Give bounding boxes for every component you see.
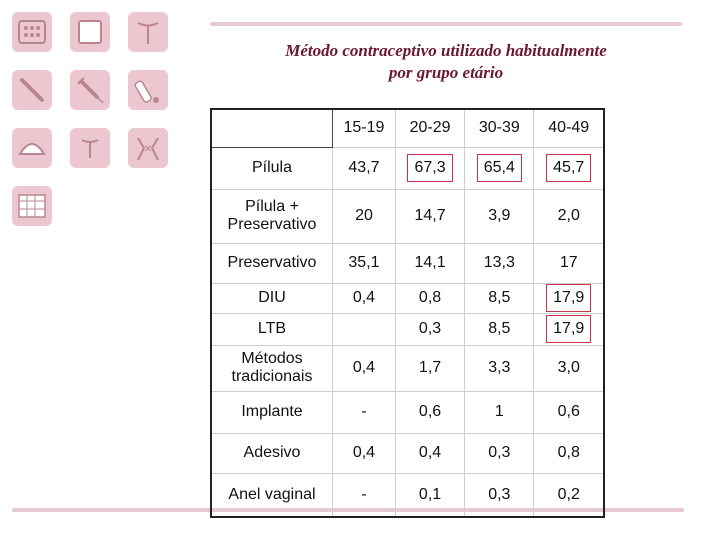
table-cell: - [333,473,396,517]
table-row [211,391,604,433]
table-cell: 3,0 [534,345,604,391]
svg-text:✕: ✕ [143,144,153,155]
table-cell: 3,9 [465,189,534,243]
pill-pack-icon [12,12,52,52]
row-label: Preservativo [211,243,333,283]
vaginal-ring-applicator-icon [128,70,168,110]
table-cell: 8,5 [465,313,534,345]
row-label: Implante [211,391,333,433]
iud-small-icon [70,128,110,168]
table-cell: 14,7 [395,189,464,243]
table-cell: 0,4 [333,433,396,473]
table-cell: 0,3 [465,473,534,517]
row-label-line-2: Preservativo [227,216,317,233]
table-cell [534,147,604,189]
highlighted-value: 45,7 [546,154,591,182]
row-label: Adesivo [211,433,333,473]
table-row [211,433,604,473]
table-row [211,345,604,391]
table-cell: 0,2 [534,473,604,517]
row-label-line-2: tradicionais [231,368,313,385]
table-cell: 35,1 [333,243,396,283]
row-label: Pílula [211,147,333,189]
table-cell: 0,4 [395,433,464,473]
table-cell: 14,1 [395,243,464,283]
table-cell: 3,3 [465,345,534,391]
table-corner-cell [211,109,333,147]
row-label-line-1: Pílula + [245,198,299,215]
table-cell: 0,8 [395,283,464,313]
row-label [211,345,333,391]
table-cell: 13,3 [465,243,534,283]
table-row [211,283,604,313]
injection-syringe-icon [70,70,110,110]
highlighted-value: 17,9 [546,284,591,312]
table-cell: 0,4 [333,283,396,313]
table-row [211,313,604,345]
table-cell: 0,6 [534,391,604,433]
table-cell: 0,4 [333,345,396,391]
title-line-2: por grupo etário [388,63,504,82]
highlighted-value: 65,4 [477,154,522,182]
slide-title [210,40,682,84]
table-cell: 0,6 [395,391,464,433]
header-30-39: 30-39 [465,109,534,147]
header-20-29: 20-29 [395,109,464,147]
table-row [211,473,604,517]
contraceptive-patch-icon [12,70,52,110]
table-cell: 43,7 [333,147,396,189]
table-header-row [211,109,604,147]
table-cell: 0,3 [465,433,534,473]
table-cell: 8,5 [465,283,534,313]
table-cell: 2,0 [534,189,604,243]
table-cell [395,147,464,189]
highlighted-value: 17,9 [546,315,591,343]
row-label-line-1: Métodos [241,350,303,367]
header-15-19: 15-19 [333,109,396,147]
table-row [211,147,604,189]
iud-icon [128,12,168,52]
diaphragm-icon [12,128,52,168]
title-line-1: Método contraceptivo utilizado habitualmente [285,41,607,60]
row-label: LTB [211,313,333,345]
row-label: Anel vaginal [211,473,333,517]
table-cell: 17 [534,243,604,283]
condom-box-icon [70,12,110,52]
tubal-ligation-icon [128,128,168,168]
top-divider-line [210,22,682,26]
table-cell: - [333,391,396,433]
header-40-49: 40-49 [534,109,604,147]
table-cell: 1 [465,391,534,433]
contraceptive-method-table [210,108,605,518]
table-cell [333,313,396,345]
table-row [211,243,604,283]
table-cell: 0,8 [534,433,604,473]
table-cell [534,283,604,313]
table-row [211,189,604,243]
row-label: DIU [211,283,333,313]
row-label [211,189,333,243]
calendar-method-icon [12,186,52,226]
table-cell [465,147,534,189]
table-cell: 0,1 [395,473,464,517]
highlighted-value: 67,3 [407,154,452,182]
table-cell: 0,3 [395,313,464,345]
table-cell: 1,7 [395,345,464,391]
table-cell: 20 [333,189,396,243]
table-cell [534,313,604,345]
